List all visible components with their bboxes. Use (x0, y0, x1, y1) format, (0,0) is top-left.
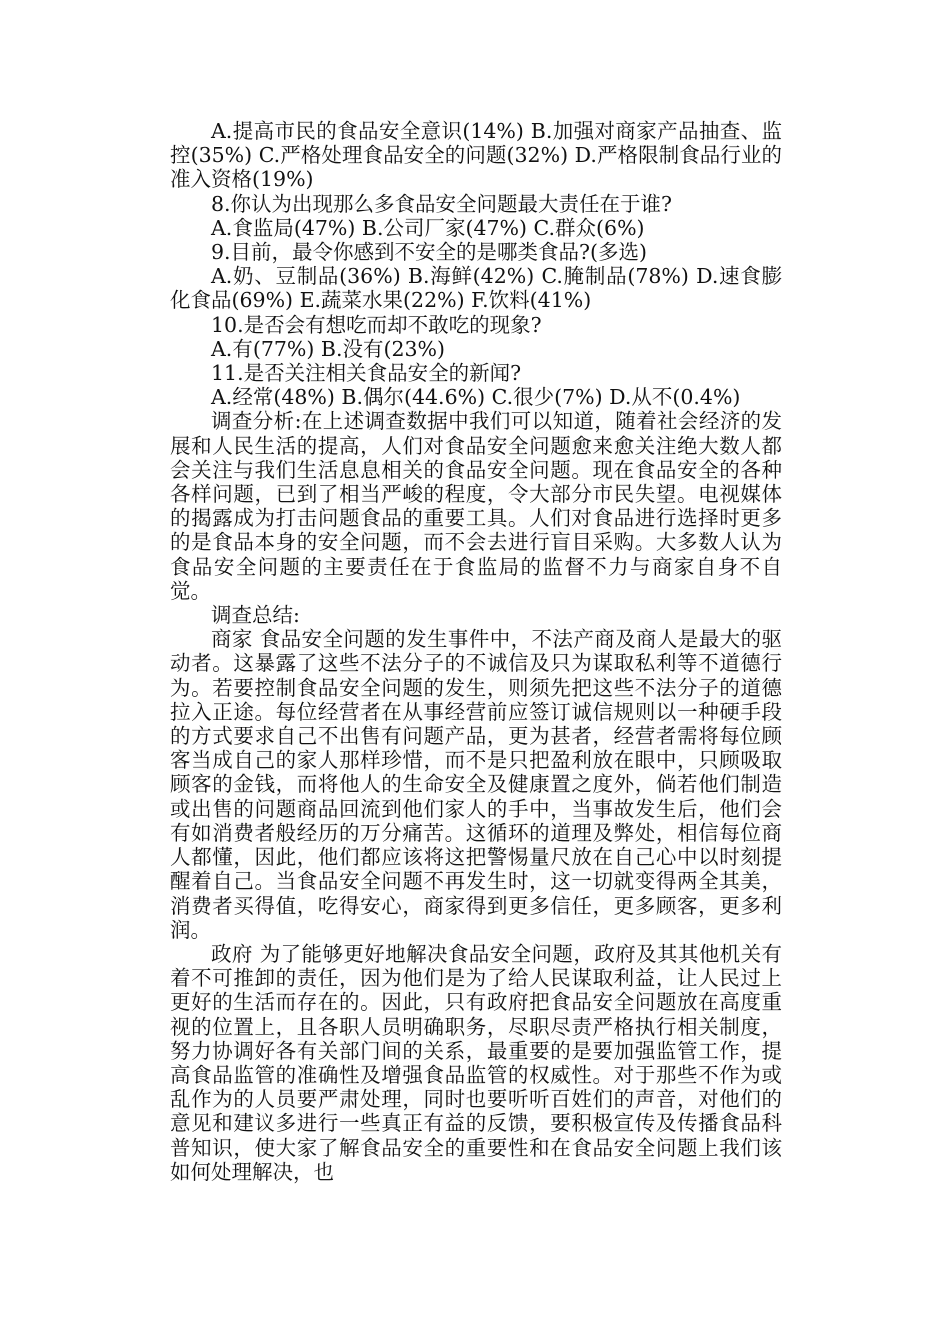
q9-question: 9.目前，最令你感到不安全的是哪类食品?(多选) (211, 240, 648, 265)
q8-options: A.食监局(47%) B.公司厂家(47%) C.群众(6%) (211, 215, 645, 240)
q11-options: A.经常(48%) B.偶尔(44.6%) C.很少(7%) D.从不(0.4%) (211, 385, 741, 410)
document-body (170, 119, 782, 1184)
summary-merchants: 商家 食品安全问题的发生事件中，不法产商及商人是最大的驱动者。这暴露了这些不法分子的不诚信及只为谋取私利等不道德行为。若要控制食品安全问题的发生，则须先把这些不法分子的道德拉入正途。每位经营者在从事经营前应签订诚信规则以一种硬手段的方式要求自己不出售有问题产品，更为甚者，经营者需将每位顾客当成自己的家人那样珍惜，而不是只把盈利放在眼中，只顾吸取顾客的金钱，而将他人的生命安全及健康置之度外，倘若他们制造或出售的问题商品回流到他们家人的手中，当事故发生后，他们会有如消费者般经历的万分痛苦。这循环的道理及弊处，相信每位商人都懂，因此，他们都应该将这把警惕量尺放在自己心中以时刻提醒着自己。当食品安全问题不再发生时，这一切就变得两全其美，消费者买得值，吃得安心，商家得到更多信任，更多顾客，更多利润。 (170, 627, 782, 942)
survey-analysis: 调查分析:在上述调查数据中我们可以知道，随着社会经济的发展和人民生活的提高，人们对食品安全问题愈来愈关注绝大数人都会关注与我们生活息息相关的食品安全问题。现在食品安全的各种各样问题，已到了相当严峻的程度，令大部分市民失望。电视媒体的揭露成为打击问题食品的重要工具。人们对食品进行选择时更多的是食品本身的安全问题，而不会去进行盲目采购。大多数人认为食品安全问题的主要责任在于食监局的监督不力与商家自身不自觉。 (170, 409, 782, 603)
q11-question: 11.是否关注相关食品安全的新闻? (211, 361, 522, 386)
q10-question: 10.是否会有想吃而却不敢吃的现象? (211, 312, 542, 337)
summary-government: 政府 为了能够更好地解决食品安全问题，政府及其其他机关有着不可推卸的责任，因为他们是为了给人民谋取利益，让人民过上更好的生活而存在的。因此，只有政府把食品安全问题放在高度重视的位置上，且各职人员明确职务，尽职尽责严格执行相关制度，努力协调好各有关部门间的关系，最重要的是要加强监管工作，提高食品监管的准确性及增强食品监管的权威性。对于那些不作为或乱作为的人员要严肃处理，同时也要听听百姓们的声音，对他们的意见和建议多进行一些真正有益的反馈，要积极宣传及传播食品科普知识，使大家了解食品安全的重要性和在食品安全问题上我们该如何处理解决，也 (170, 941, 782, 1184)
q10-options: A.有(77%) B.没有(23%) (211, 336, 446, 361)
q7-options: A.提高市民的食品安全意识(14%) B.加强对商家产品抽查、监控(35%) C.严格处理食品安全的问题(32%) D.严格限制食品行业的准入资格(19%) (170, 119, 782, 192)
q9-options: A.奶、豆制品(36%) B.海鲜(42%) C.腌制品(78%) D.速食膨化食品(69%) E.蔬菜水果(22%) F.饮料(41%) (170, 264, 782, 313)
survey-summary-heading: 调查总结: (211, 603, 300, 628)
q8-question: 8.你认为出现那么多食品安全问题最大责任在于谁? (211, 191, 673, 216)
